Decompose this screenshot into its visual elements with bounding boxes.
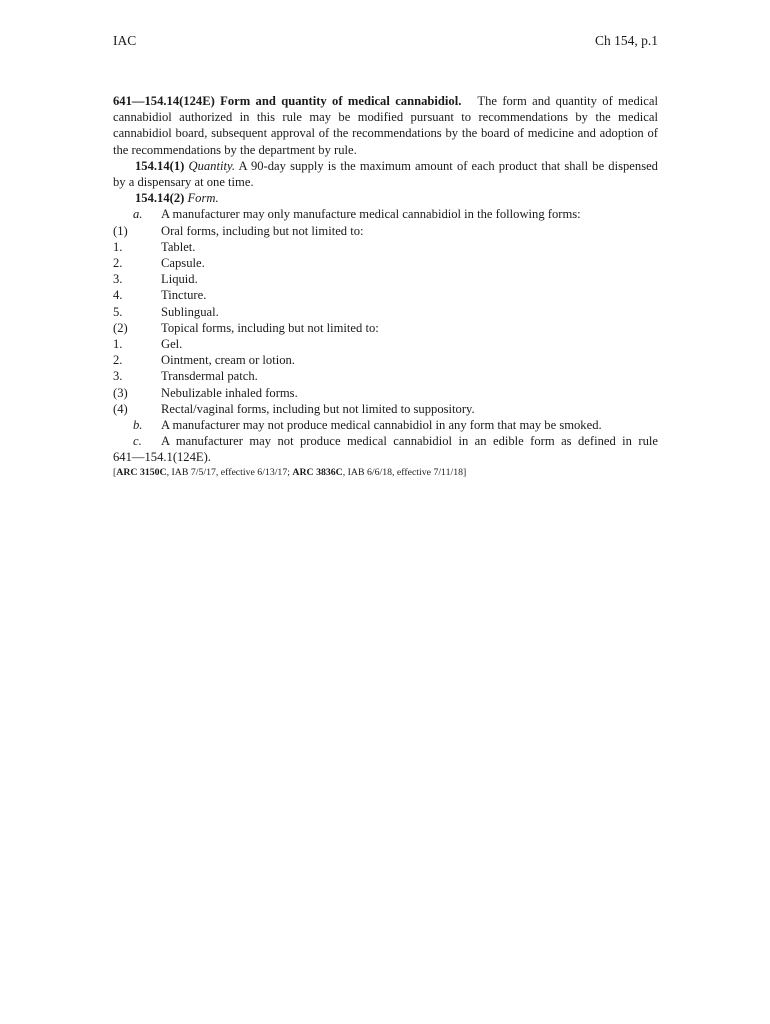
- rule-history-note: [113, 466, 658, 479]
- list-item-marker: 3.: [113, 369, 123, 384]
- history-close-bracket: ]: [463, 466, 467, 478]
- list-item-marker: 2.: [113, 353, 123, 368]
- paragraph-b: [113, 417, 658, 433]
- header-code: IAC: [113, 33, 137, 48]
- subparagraph-3: [113, 385, 658, 401]
- list-item-text: Capsule.: [161, 256, 205, 271]
- subparagraph-2-text: Topical forms, including but not limited to:: [161, 320, 379, 335]
- subrule-quantity-number: 154.14(1): [135, 158, 185, 173]
- paragraph-a-text: A manufacturer may only manufacture medical cannabidiol in the following forms:: [161, 207, 581, 222]
- list-item: [113, 304, 658, 320]
- subparagraph-1-text: Oral forms, including but not limited to:: [161, 223, 364, 238]
- subrule-form-number: 154.14(2): [135, 191, 185, 206]
- list-item: [113, 239, 658, 255]
- list-item-marker: 2.: [113, 256, 123, 271]
- paragraph-c-continuation: 641—154.1(124E).: [113, 450, 211, 465]
- subparagraph-4-marker: (4): [113, 401, 128, 416]
- subparagraph-3-marker: (3): [113, 385, 128, 400]
- paragraph-c-text: A manufacturer may not produce medical cannabidiol in an edible form as defined in rule: [161, 434, 658, 449]
- subrule-form-title: Form.: [187, 191, 219, 206]
- subrule-quantity: [113, 158, 658, 190]
- document-body: [113, 93, 658, 479]
- subparagraph-4-text: Rectal/vaginal forms, including but not limited to suppository.: [161, 401, 475, 416]
- list-item-marker: 1.: [113, 337, 123, 352]
- list-item-marker: 1.: [113, 239, 123, 254]
- oral-forms-list: [113, 239, 658, 320]
- list-item-marker: 3.: [113, 272, 123, 287]
- list-item-text: Tablet.: [161, 239, 196, 254]
- list-item-text: Gel.: [161, 337, 183, 352]
- paragraph-a: [113, 206, 658, 222]
- list-item: [113, 352, 658, 368]
- paragraph-c: [113, 433, 658, 449]
- paragraph-b-text: A manufacturer may not produce medical cannabidiol in any form that may be smoked.: [161, 418, 602, 433]
- list-item: [113, 271, 658, 287]
- paragraph-c-marker: c.: [133, 434, 142, 449]
- list-item-text: Tincture.: [161, 288, 207, 303]
- history-arc-1-details: , IAB 7/5/17, effective 6/13/17;: [166, 466, 293, 478]
- subrule-quantity-text: A 90-day supply is the maximum amount of each product that shall be dispensed by a dispensary at one time.: [113, 158, 658, 190]
- page-header: [113, 33, 658, 53]
- list-item: [113, 287, 658, 303]
- subrule-form: [113, 190, 658, 206]
- list-item: [113, 368, 658, 384]
- history-arc-2: ARC 3836C: [292, 466, 343, 478]
- subparagraph-4: [113, 401, 658, 417]
- subparagraph-3-text: Nebulizable inhaled forms.: [161, 385, 298, 400]
- subrule-quantity-title: Quantity.: [188, 158, 235, 173]
- paragraph-b-marker: b.: [133, 418, 143, 433]
- history-open-bracket: [: [113, 466, 117, 478]
- paragraph-a-marker: a.: [133, 207, 143, 222]
- header-page-number: Ch 154, p.1: [594, 33, 658, 48]
- rule-intro-text: The form and quantity of medical cannabidiol authorized in this rule may be modified pursuant to recommendations by the medical cannabidiol board, subsequent approval of the recommendations by the board of medicine and adoption of the recommendations by the department by rule.: [113, 94, 658, 157]
- list-item-text: Sublingual.: [161, 304, 219, 319]
- subparagraph-1: [113, 223, 658, 239]
- subparagraph-1-marker: (1): [113, 223, 128, 238]
- list-item-text: Liquid.: [161, 272, 198, 287]
- history-arc-1: ARC 3150C: [116, 466, 167, 478]
- list-item: [113, 255, 658, 271]
- subparagraph-2: [113, 320, 658, 336]
- list-item-text: Transdermal patch.: [161, 369, 258, 384]
- list-item-text: Ointment, cream or lotion.: [161, 353, 295, 368]
- list-item-marker: 5.: [113, 304, 123, 319]
- subparagraph-2-marker: (2): [113, 320, 128, 335]
- history-arc-2-details: , IAB 6/6/18, effective 7/11/18: [342, 466, 464, 478]
- list-item-marker: 4.: [113, 288, 123, 303]
- topical-forms-list: [113, 336, 658, 385]
- rule-heading: 641—154.14(124E) Form and quantity of medical cannabidiol.: [113, 94, 462, 108]
- list-item: [113, 336, 658, 352]
- rule-intro-paragraph: [113, 93, 658, 158]
